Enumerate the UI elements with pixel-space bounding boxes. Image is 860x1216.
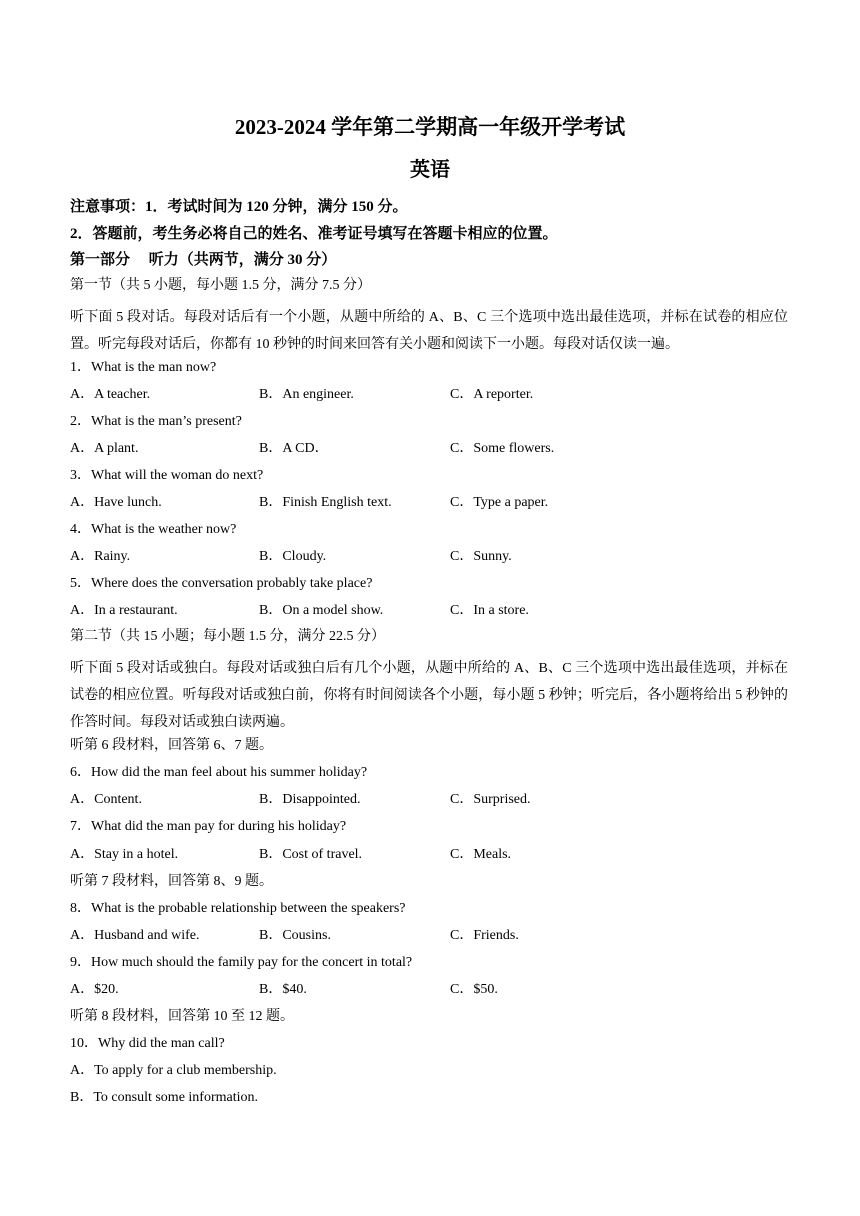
material-8-intro: 听第 8 段材料，回答第 10 至 12 题。 xyxy=(70,1009,294,1024)
option-b: B．On a model show. xyxy=(259,603,384,618)
option-a: A．Stay in a hotel. xyxy=(70,847,179,862)
question-stem: 6．How did the man feel about his summer holiday? xyxy=(70,765,368,780)
section2-instruction: 听下面 5 段对话或独白。每段对话或独白后有几个小题，从题中所给的 A、B、C 三个选项中选出最佳选项，并标在试卷的相应位置。听每段对话或独白前，你将有时间阅读各个小题，每小题 5 秒钟；听完后，各小题将给出 5 秒钟的作答时间。每段对话或独白读两遍。 xyxy=(70,661,788,730)
option-c: C．$50. xyxy=(450,982,498,997)
option-c: C．Some flowers. xyxy=(450,441,555,456)
option-c: C．Type a paper. xyxy=(450,495,549,510)
option-c: C．Sunny. xyxy=(450,549,512,564)
question-options xyxy=(70,927,790,945)
question-stem: 9．How much should the family pay for the concert in total? xyxy=(70,955,413,970)
question-options xyxy=(70,791,790,809)
question-options xyxy=(70,846,790,864)
option-a: A．A teacher. xyxy=(70,387,151,402)
question-options xyxy=(70,602,790,620)
option-a: A．To apply for a club membership. xyxy=(70,1063,277,1078)
option-a: A．$20. xyxy=(70,982,119,997)
question-stem: 4．What is the weather now? xyxy=(70,522,237,537)
option-b: B．$40. xyxy=(259,982,307,997)
option-c: C．Friends. xyxy=(450,928,519,943)
option-a: A．Content. xyxy=(70,792,142,807)
notes-line-1: 注意事项：1．考试时间为 120 分钟，满分 150 分。 xyxy=(70,199,408,215)
option-a: A．Husband and wife. xyxy=(70,928,200,943)
option-b: B．Cousins. xyxy=(259,928,331,943)
option-a: A．Have lunch. xyxy=(70,495,162,510)
section1-instruction: 听下面 5 段对话。每段对话后有一个小题，从题中所给的 A、B、C 三个选项中选出最佳选项，并标在试卷的相应位置。听完每段对话后，你都有 10 秒钟的时间来回答有关小题和阅读下一小题。每段对话仅读一遍。 xyxy=(70,310,788,352)
question-options xyxy=(70,386,790,404)
question-stem: 3．What will the woman do next? xyxy=(70,468,264,483)
option-a: A．A plant. xyxy=(70,441,139,456)
question-stem: 7．What did the man pay for during his holiday? xyxy=(70,819,347,834)
option-a: A．Rainy. xyxy=(70,549,131,564)
question-stem: 8．What is the probable relationship between the speakers? xyxy=(70,901,406,916)
question-options xyxy=(70,981,790,999)
exam-subject: 英语 xyxy=(410,159,450,181)
question-options xyxy=(70,494,790,512)
option-b: B．Finish English text. xyxy=(259,495,392,510)
part1-heading: 第一部分 听力（共两节，满分 30 分） xyxy=(70,252,337,268)
option-b: B．A CD． xyxy=(259,441,329,456)
option-c: C．In a store. xyxy=(450,603,529,618)
question-options xyxy=(70,548,790,566)
option-b: B．Disappointed. xyxy=(259,792,361,807)
section2-heading: 第二节（共 15 小题；每小题 1.5 分，满分 22.5 分） xyxy=(70,629,385,644)
option-a: A．In a restaurant. xyxy=(70,603,178,618)
option-b: B．Cost of travel. xyxy=(259,847,363,862)
section1-heading: 第一节（共 5 小题，每小题 1.5 分，满分 7.5 分） xyxy=(70,278,371,293)
option-c: C．Surprised. xyxy=(450,792,531,807)
option-c: C．A reporter. xyxy=(450,387,534,402)
question-stem: 5．Where does the conversation probably take place? xyxy=(70,576,373,591)
material-7-intro: 听第 7 段材料，回答第 8、9 题。 xyxy=(70,874,273,889)
option-b: B．To consult some information. xyxy=(70,1090,259,1105)
question-stem: 1．What is the man now? xyxy=(70,360,217,375)
material-6-intro: 听第 6 段材料，回答第 6、7 题。 xyxy=(70,738,273,753)
question-options xyxy=(70,440,790,458)
option-b: B．Cloudy. xyxy=(259,549,327,564)
exam-title: 2023-2024 学年第二学期高一年级开学考试 xyxy=(234,115,626,139)
option-b: B．An engineer. xyxy=(259,387,354,402)
notes-line-2: 2．答题前，考生务必将自己的姓名、准考证号填写在答题卡相应的位置。 xyxy=(70,226,558,242)
question-stem: 2．What is the man’s present? xyxy=(70,414,242,429)
question-stem: 10．Why did the man call? xyxy=(70,1036,225,1051)
option-c: C．Meals. xyxy=(450,847,512,862)
